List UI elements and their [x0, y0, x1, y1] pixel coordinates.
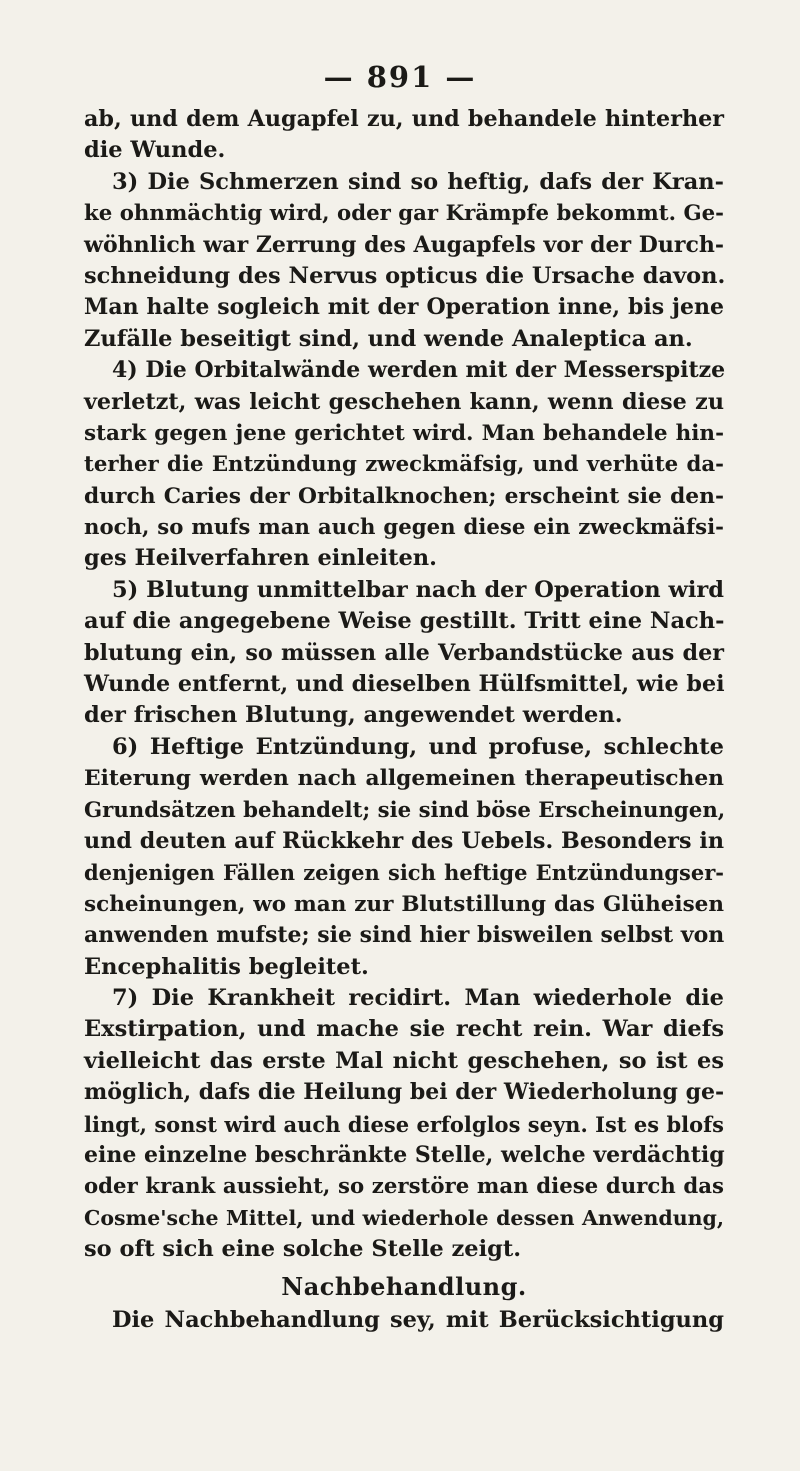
text-line: anwenden mufste; sie sind hier bisweilen selbst von	[84, 922, 725, 949]
text-line: und deuten auf Rückkehr des Uebels. Besonders in	[84, 827, 724, 854]
text-line: terher die Entzündung zweckmäfsig, und verhüte da-	[84, 452, 724, 478]
final-line: Die Nachbehandlung sey, mit Berücksichtigung	[112, 1307, 724, 1334]
text-line: die Wunde.	[84, 137, 226, 164]
text-line: möglich, dafs die Heilung bei der Wiederholung ge-	[84, 1079, 725, 1106]
text-line: verletzt, was leicht geschehen kann, wenn diese zu	[84, 388, 724, 415]
page-number: — 891 —	[323, 60, 477, 94]
text-line: schneidung des Nervus opticus die Ursache davon.	[84, 262, 726, 289]
text-line: vielleicht das erste Mal nicht geschehen, so ist es	[84, 1047, 724, 1074]
text-line: ab, und dem Augapfel zu, und behandele hinterher	[84, 106, 724, 132]
text-line: stark gegen jene gerichtet wird. Man behandele hin-	[84, 420, 724, 446]
text-line: 4) Die Orbitalwände werden mit der Messerspitze	[112, 357, 726, 384]
text-line: 6) Heftige Entzündung, und profuse, schlechte	[112, 733, 724, 760]
text-line: noch, so mufs man auch gegen diese ein zweckmäfsi-	[84, 515, 724, 541]
text-line: Eiterung werden nach allgemeinen therapeutischen	[84, 766, 724, 792]
text-line: Cosme'sche Mittel, und wiederhole dessen Anwendung,	[84, 1205, 724, 1230]
text-line: durch Caries der Orbitalknochen; erscheint sie den-	[84, 483, 724, 509]
text-line: 5) Blutung unmittelbar nach der Operation wird	[112, 576, 724, 603]
text-line: blutung ein, so müssen alle Verbandstücke aus der	[84, 639, 724, 666]
text-line: eine einzelne beschränkte Stelle, welche verdächtig	[84, 1141, 725, 1168]
text-line: ke ohnmächtig wird, oder gar Krämpfe bekommt. Ge-	[84, 201, 724, 227]
text-line: lingt, sonst wird auch diese erfolglos seyn. Ist es blofs	[84, 1111, 724, 1137]
section-heading: Nachbehandlung.	[281, 1272, 527, 1302]
text-line: auf die angegebene Weise gestillt. Tritt eine Nach-	[84, 608, 725, 635]
text-line: der frischen Blutung, angewendet werden.	[84, 702, 623, 729]
text-line: scheinungen, wo man zur Blutstillung das Glüheisen	[84, 891, 724, 917]
text-line: Man halte sogleich mit der Operation inne, bis jene	[84, 294, 724, 321]
text-line: Encephalitis begleitet.	[84, 953, 369, 980]
text-line: denjenigen Fällen zeigen sich heftige Entzündungser-	[84, 860, 724, 886]
text-line: Grundsätzen behandelt; sie sind böse Erscheinungen,	[84, 797, 726, 823]
text-line: ges Heilverfahren einleiten.	[84, 545, 437, 572]
text-line: 3) Die Schmerzen sind so heftig, dafs der Kran-	[112, 168, 724, 195]
text-line: so oft sich eine solche Stelle zeigt.	[84, 1236, 522, 1263]
text-line: Zufälle beseitigt sind, und wende Analeptica an.	[84, 325, 693, 352]
body-text	[84, 104, 724, 1337]
text-line: wöhnlich war Zerrung des Augapfels vor der Durch-	[84, 231, 724, 258]
text-line: oder krank aussieht, so zerstöre man diese durch das	[84, 1174, 724, 1200]
text-line: Wunde entfernt, und dieselben Hülfsmittel, wie bei	[84, 671, 725, 698]
text-line: Exstirpation, und mache sie recht rein. War diefs	[84, 1016, 724, 1043]
text-line: 7) Die Krankheit recidirt. Man wiederhole die	[112, 984, 724, 1011]
